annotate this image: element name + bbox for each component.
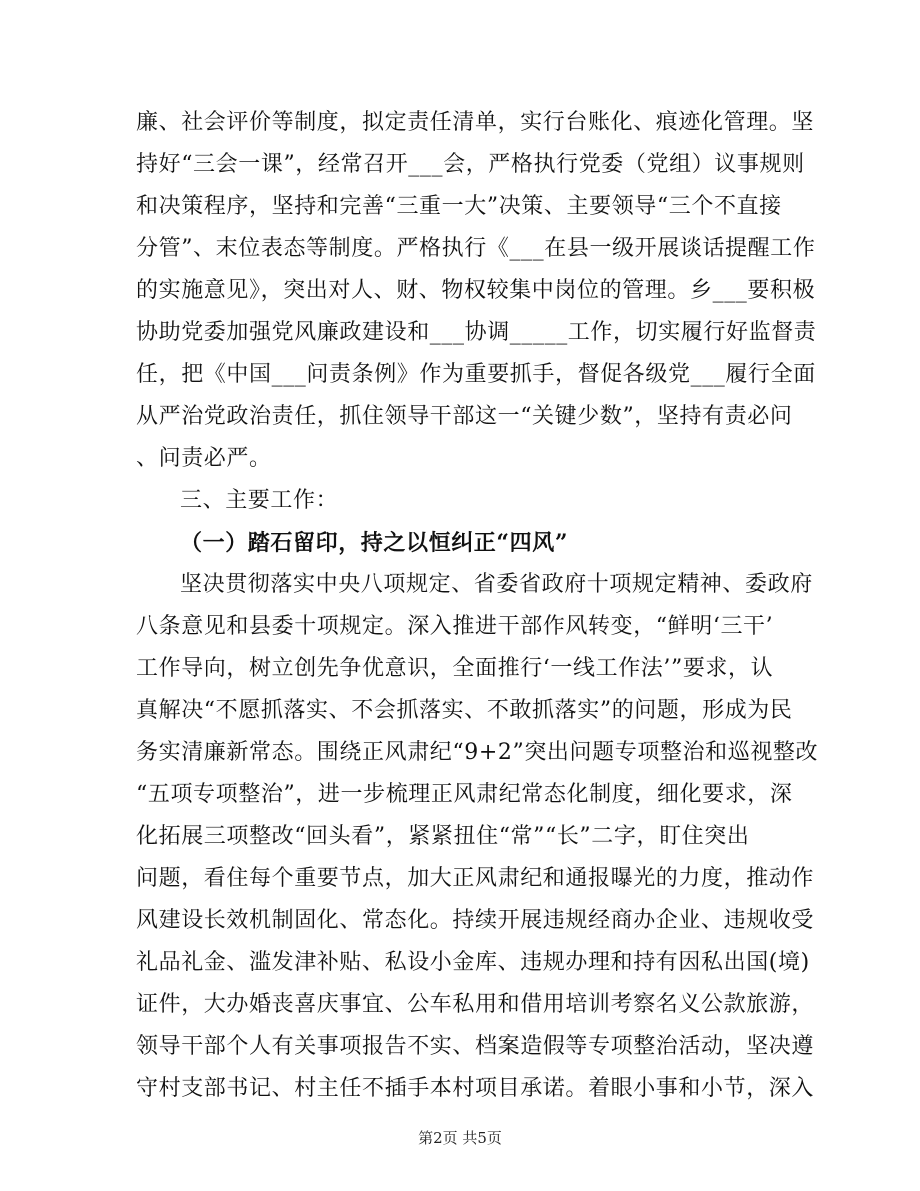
page-footer [0,1127,920,1148]
text-line: 风建设长效机制固化、常态化。持续开展违规经商办企业、违规收受 [136,908,815,933]
text-line: 和决策程序，坚持和完善“三重一大”决策、主要领导“三个不直接 [136,194,782,219]
text-line: 务实清廉新常态。围绕正风肃纪“9+2”突出问题专项整治和巡视整改 [136,740,819,765]
text-line: 的实施意见》，突出对人、财、物权较集中岗位的管理。乡___要积极 [136,278,816,303]
text-line: 八条意见和县委十项规定。深入推进干部作风转变，“鲜明‘三干’ [136,614,774,639]
text-line: 礼品礼金、滥发津补贴、私设小金库、违规办理和持有因私出国(境) [136,950,810,975]
document-body [136,102,836,1110]
text-line: 化拓展三项整改“回头看”，紧紧扭住“常”“长”二字，盯住突出 [136,824,750,849]
text-line: 证件，大办婚丧喜庆事宜、公车私用和借用培训考察名义公款旅游， [136,992,815,1017]
text-line: 领导干部个人有关事项报告不实、档案造假等专项整治活动，坚决遵 [136,1034,815,1059]
section-heading: 三、主要工作： [180,488,339,513]
text-line: “五项专项整治”，进一步梳理正风肃纪常态化制度，细化要求，深 [136,782,793,807]
text-line: 坚决贯彻落实中央八项规定、省委省政府十项规定精神、委政府 [180,572,813,597]
text-line: 分管”、末位表态等制度。严格执行《___在县一级开展谈话提醒工作 [136,236,816,261]
text-line: 廉、社会评价等制度，拟定责任清单，实行台账化、痕迹化管理。坚 [136,110,815,135]
text-line: 、问责必严。 [136,446,272,471]
text-line: 持好“三会一课”，经常召开___会，严格执行党委（党组）议事规则 [136,152,805,177]
text-line: 协助党委加强党风廉政建设和___协调_____工作，切实履行好监督责 [136,320,817,345]
text-line: 问题，看住每个重要节点，加大正风肃纪和通报曝光的力度，推动作 [136,866,815,891]
text-line: 守村支部书记、村主任不插手本村项目承诺。着眼小事和小节，深入 [136,1076,815,1101]
sub-heading: （一）踏石留印，持之以恒纠正“四风” [180,530,569,556]
page-number: 第2页 共5页 [418,1129,502,1147]
text-line: 工作导向，树立创先争优意识，全面推行‘一线工作法’”要求，认 [136,656,774,681]
text-line: 从严治党政治责任，抓住领导干部这一“关键少数”，坚持有责必问 [136,404,793,429]
text-line: 任，把《中国___问责条例》作为重要抓手，督促各级党___履行全面 [136,362,816,387]
text-line: 真解决“不愿抓落实、不会抓落实、不敢抓落实”的问题，形成为民 [136,698,793,723]
